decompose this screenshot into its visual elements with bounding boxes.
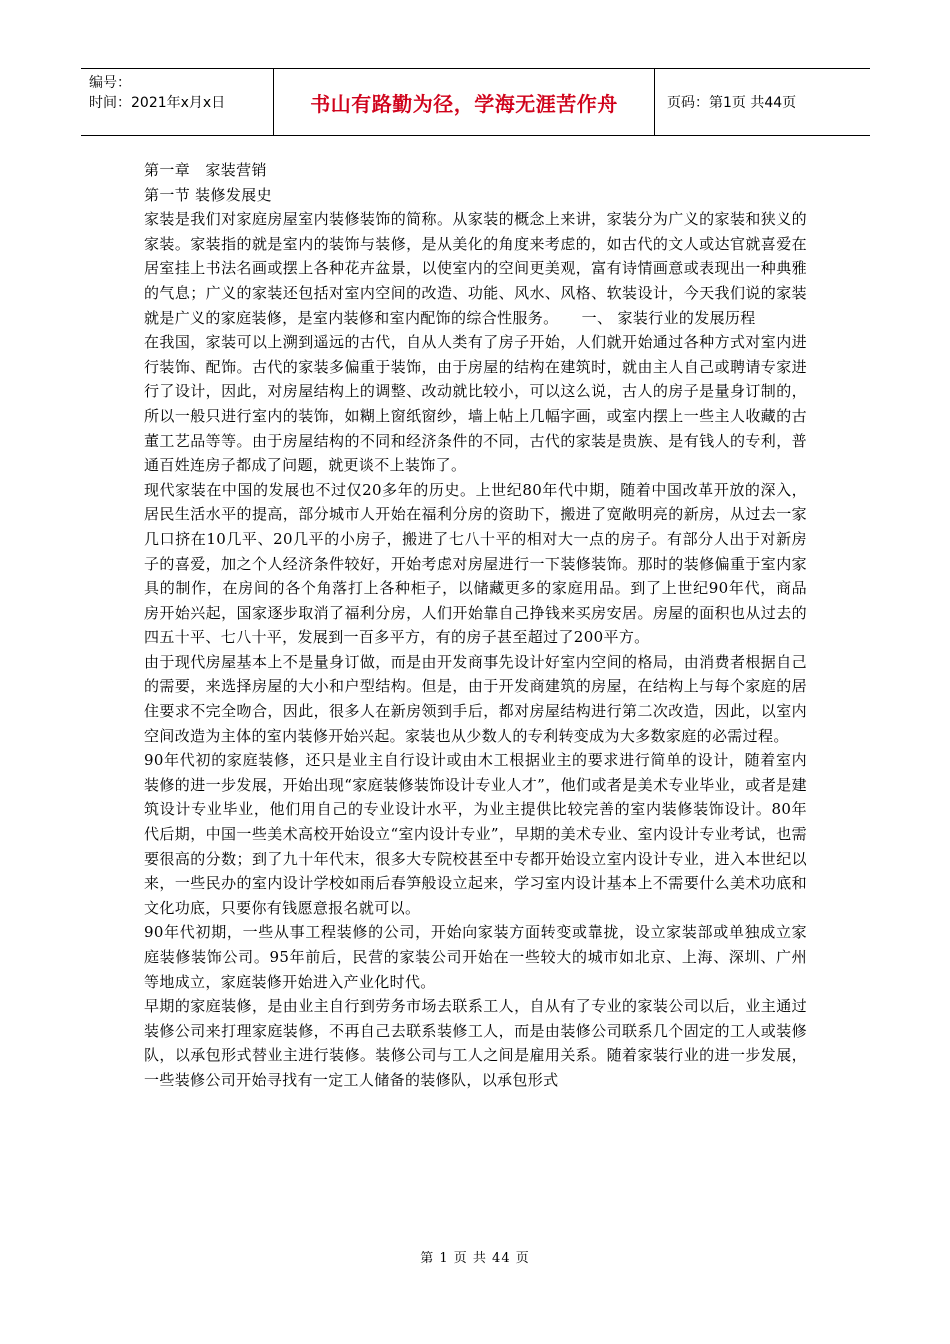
header-meta bbox=[81, 69, 273, 135]
paragraph: 现代家装在中国的发展也不过仅20多年的历史。上世纪80年代中期，随着中国改革开放的深入，居民生活水平的提高，部分城市人开始在福利分房的资助下，搬进了宽敞明亮的新房，从过去一家几口挤在10几平、20几平的小房子，搬进了七八十平的相对大一点的房子。有部分人出于对新房子的喜爱，加之个人经济条件较好，开始考虑对房屋进行一下装修装饰。那时的装修偏重于室内家具的制作，在房间的各个角落打上各种柜子，以储藏更多的家庭用品。到了上世纪90年代，商品房开始兴起，国家逐步取消了福利分房，人们开始靠自己挣钱来买房安居。房屋的面积也从过去的四五十平、七八十平，发展到一百多平方，有的房子甚至超过了200平方。 bbox=[144, 480, 807, 647]
doc-number-label: 编号： bbox=[89, 75, 131, 91]
paragraph: 由于现代房屋基本上不是量身订做，而是由开发商事先设计好室内空间的格局，由消费者根据自己的需要，来选择房屋的大小和户型结构。但是，由于开发商建筑的房屋，在结构上与每个家庭的居住要求不完全吻合，因此，很多人在新房领到手后，都对房屋结构进行第二次改造，因此，以室内空间改造为主体的室内装修开始兴起。家装也从少数人的专利转变成为大多数家庭的必需过程。 bbox=[144, 652, 807, 745]
header-motto-cell bbox=[273, 69, 655, 135]
paragraph: 家装是我们对家庭房屋室内装修装饰的简称。从家装的概念上来讲，家装分为广义的家装和狭义的家装。家装指的就是室内的装饰与装修，是从美化的角度来考虑的，如古代的文人或达官就喜爱在居室挂上书法名画或摆上各种花卉盆景，以使室内的空间更美观，富有诗情画意或表现出一种典雅的气息；广义的家装还包括对室内空间的改造、功能、风水、风格、软装设计，今天我们说的家装就是广义的家庭装修，是室内装修和室内配饰的综合性服务。 一、 家装行业的发展历程 bbox=[144, 210, 807, 327]
paragraph: 90年代初期，一些从事工程装修的公司，开始向家装方面转变或靠拢，设立家装部或单独成立家庭装修装饰公司。95年前后，民营的家装公司开始在一些较大的城市如北京、上海、深圳、广州等地成立，家庭装修开始进入产业化时代。 bbox=[144, 923, 807, 991]
document-body bbox=[144, 158, 807, 1093]
paragraph: 90年代初的家庭装修，还只是业主自行设计或由木工根据业主的要求进行简单的设计，随着室内装修的进一步发展，开始出现“家庭装修装饰设计专业人才”，他们或者是美术专业毕业，或者是建筑设计专业毕业，他们用自己的专业设计水平，为业主提供比较完善的室内装修装饰设计。80年代后期，中国一些美术高校开始设立“室内设计专业”，早期的美术专业、室内设计专业考试，也需要很高的分数；到了九十年代末，很多大专院校甚至中专都开始设立室内设计专业，进入本世纪以来，一些民办的室内设计学校如雨后春笋般设立起来，学习室内设计基本上不需要什么美术功底和文化功底，只要你有钱愿意报名就可以。 bbox=[144, 751, 807, 917]
section-title: 第一节 装修发展史 bbox=[144, 185, 272, 204]
paragraph: 在我国，家装可以上溯到遥远的古代，自从人类有了房子开始，人们就开始通过各种方式对室内进行装饰、配饰。古代的家装多偏重于装饰，由于房屋的结构在建筑时，就由主人自己或聘请专家进行了设计，因此，对房屋结构上的调整、改动就比较小，可以这么说，古人的房子是量身订制的，所以一般只进行室内的装饰，如糊上窗纸窗纱，墙上帖上几幅字画，或室内摆上一些主人收藏的古董工艺品等等。由于房屋结构的不同和经济条件的不同，古代的家装是贵族、是有钱人的专利，普通百姓连房子都成了问题，就更谈不上装饰了。 bbox=[144, 333, 807, 475]
page-footer: 第 1 页 共 44 页 bbox=[420, 1251, 530, 1266]
chapter-title: 第一章 家装营销 bbox=[144, 161, 267, 179]
header-motto: 书山有路勤为径，学海无涯苦作舟 bbox=[310, 91, 618, 116]
page-header bbox=[81, 68, 870, 136]
paragraph: 早期的家庭装修，是由业主自行到劳务市场去联系工人，自从有了专业的家装公司以后，业主通过装修公司来打理家庭装修，不再自己去联系装修工人，而是由装修公司联系几个固定的工人或装修队，以承包形式替业主进行装修。装修公司与工人之间是雇用关系。随着家装行业的进一步发展，一些装修公司开始寻找有一定工人储备的装修队，以承包形式 bbox=[144, 997, 807, 1089]
doc-date-label: 时间：2021年x月x日 bbox=[89, 95, 226, 111]
header-page-info: 页码：第1页 共44页 bbox=[667, 95, 797, 111]
header-page-info-cell bbox=[655, 69, 870, 135]
